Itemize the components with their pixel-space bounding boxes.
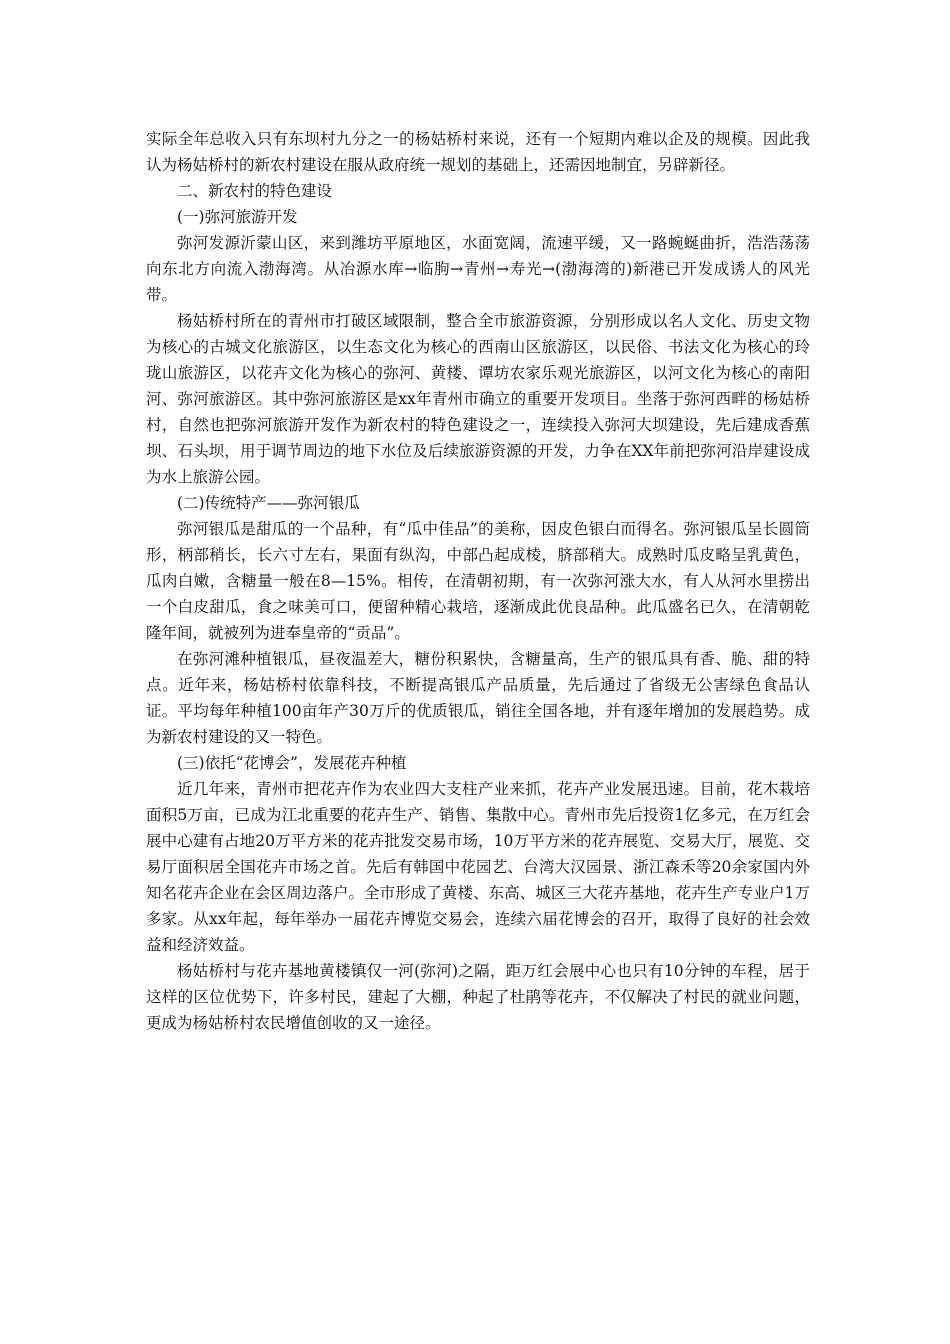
paragraph-tourism-zones: 杨姑桥村所在的青州市打破区域限制，整合全市旅游资源，分别形成以名人文化、历史文物为核心的古城文化旅游区，以生态文化为核心的西南山区旅游区，以民俗、书法文化为核心的玲珑山旅游区，以花卉文化为核心的弥河、黄楼、谭坊农家乐观光旅游区，以河文化为核心的南阳河、弥河旅游区。其中弥河旅游区是xx年青州市确立的重要开发项目。坐落于弥河西畔的杨姑桥村，自然也把弥河旅游开发作为新农村的特色建设之一，连续投入弥河大坝建设，先后建成香蕉坝、石头坝，用于调节周边的地下水位及后续旅游资源的开发，力争在XX年前把弥河沿岸建设成为水上旅游公园。 [146, 312, 810, 486]
paragraph-melon-planting: 在弥河滩种植银瓜，昼夜温差大，糖份积累快，含糖量高，生产的银瓜具有香、脆、甜的特点。近年来，杨姑桥村依靠科技，不断提高银瓜产品质量，先后通过了省级无公害绿色食品认证。平均每年种植100亩年产30万斤的优质银瓜，销往全国各地，并有逐年增加的发展趋势。成为新农村建设的又一特色。 [146, 650, 810, 746]
document-body [146, 126, 810, 1036]
paragraph-intro: 实际全年总收入只有东坝村九分之一的杨姑桥村来说，还有一个短期内难以企及的规模。因此我认为杨姑桥村的新农村建设在服从政府统一规划的基础上，还需因地制宜，另辟新径。 [146, 130, 810, 174]
paragraph-mihe-source: 弥河发源沂蒙山区，来到潍坊平原地区，水面宽阔，流速平缓，又一路蜿蜒曲折，浩浩荡荡向东北方向流入渤海湾。从冶源水库→临朐→青州→寿光→(渤海湾的)新港已开发成诱人的风光带。 [146, 234, 810, 304]
paragraph-village-flowers: 杨姑桥村与花卉基地黄楼镇仅一河(弥河)之隔，距万红会展中心也只有10分钟的车程，居于这样的区位优势下，许多村民，建起了大棚，种起了杜鹃等花卉，不仅解决了村民的就业问题，更成为杨姑桥村农民增值创收的又一途径。 [146, 962, 810, 1032]
paragraph-silver-melon: 弥河银瓜是甜瓜的一个品种，有“瓜中佳品”的美称，因皮色银白而得名。弥河银瓜呈长圆筒形，柄部稍长，长六寸左右，果面有纵沟，中部凸起成棱，脐部稍大。成熟时瓜皮略呈乳黄色，瓜肉白嫩，含糖量一般在8—15%。相传，在清朝初期，有一次弥河涨大水，有人从河水里捞出一个白皮甜瓜，食之味美可口，便留种精心栽培，逐渐成此优良品种。此瓜盛名已久，在清朝乾隆年间，就被列为进奉皇帝的“贡品”。 [146, 520, 810, 642]
section-heading-2: 二、新农村的特色建设 [177, 182, 333, 200]
paragraph-flower-industry: 近几年来，青州市把花卉作为农业四大支柱产业来抓，花卉产业发展迅速。目前，花木栽培面积5万亩，已成为江北重要的花卉生产、销售、集散中心。青州市先后投资1亿多元，在万红会展中心建有占地20万平方米的花卉批发交易市场，10万平方米的花卉展览、交易大厅，展览、交易厅面积居全国花卉市场之首。先后有韩国中花园艺、台湾大汉园景、浙江森禾等20余家国内外知名花卉企业在会区周边落户。全市形成了黄楼、东高、城区三大花卉基地，花卉生产专业户1万多家。从xx年起，每年举办一届花卉博览交易会，连续六届花博会的召开，取得了良好的社会效益和经济效益。 [146, 780, 810, 954]
subheading-2: (二)传统特产——弥河银瓜 [177, 494, 360, 512]
subheading-3: (三)依托“花博会”，发展花卉种植 [177, 754, 407, 772]
subheading-1: (一)弥河旅游开发 [177, 208, 298, 226]
